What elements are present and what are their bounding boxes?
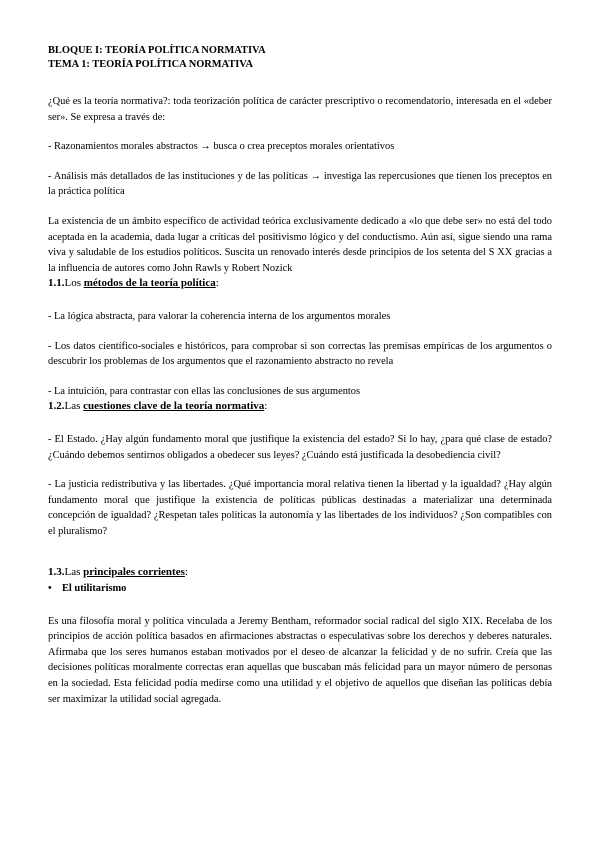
topic-heading: TEMA 1: TEORÍA POLÍTICA NORMATIVA bbox=[48, 59, 253, 70]
block-heading: BLOQUE I: TEORÍA POLÍTICA NORMATIVA bbox=[48, 45, 266, 56]
section-2-title: cuestiones clave de la teoría normativa bbox=[83, 400, 265, 413]
section-1-suffix: : bbox=[215, 277, 219, 290]
section-1-prefix: Los bbox=[64, 277, 84, 290]
section-2-suffix: : bbox=[264, 400, 268, 413]
section-2-item-2: - La justicia redistributiva y las libertades. ¿Qué importancia moral relativa tienen la libertad y la igualdad? ¿Hay algún fundamento moral que justifique la existencia de políticas públicas destinadas a materializar una determinada concepción de igualdad? ¿Respetan tales políticas la autonomía y las libertades de los individuos? ¿Son compatibles con el pluralismo? bbox=[48, 479, 552, 537]
section-2-prefix: Las bbox=[64, 400, 84, 413]
section-3-body: Es una filosofía moral y política vinculada a Jeremy Bentham, reformador social radical del siglo XIX. Recelaba de los principios de acción política basados en afirmaciones abstractas o especulativas sobre los derechos y deberes naturales. Afirmaba que los seres humanos estaban motivados por el deseo de alcanzar la felicidad y de no sufrir. Creía que las decisiones políticas moralmente correctas eran aquellas que buscaban más felicidad para un mayor número de personas en la sociedad. Esta felicidad podía medirse como una utilidad y el objetivo de aquellos que diseñan las políticas debía ser maximizar la utilidad social agregada. bbox=[48, 615, 552, 705]
section-3-prefix: Las bbox=[64, 566, 84, 579]
section-1-item-3: - La intuición, para contrastar con ellas las conclusiones de sus argumentos bbox=[48, 385, 361, 397]
section-3-suffix: : bbox=[184, 566, 188, 579]
section-3-number: 1.3. bbox=[48, 566, 65, 579]
intro-definition: ¿Qué es la teoría normativa?: toda teorización política de carácter prescriptivo o recomendatorio, interesada en el «deber ser». Se expresa a través de: bbox=[48, 96, 552, 123]
section-1-item-1: - La lógica abstracta, para valorar la coherencia interna de los argumentos morales bbox=[48, 310, 391, 322]
intro-history: La existencia de un ámbito específico de actividad teórica exclusivamente dedicado a «lo que debe ser» no está del todo aceptada en la academia, dada lugar a críticas del positivismo lógico y del conductismo. Aún así, sigue siendo una rama viva y saludable de los estudios políticos. Suscita un renovado interés desde principios de los setenta del S XX gracias a la influencia de autores como John Rawls y Robert Nozick bbox=[48, 215, 552, 274]
section-2-item-1: - El Estado. ¿Hay algún fundamento moral que justifique la existencia del estado? Si lo hay, ¿para qué clase de estado? ¿Cuándo debemos sentirnos obligados a obedecer sus leyes? ¿Cuándo está justificada la desobediencia civil? bbox=[48, 433, 552, 461]
section-2-heading bbox=[48, 399, 552, 415]
section-2-number: 1.2. bbox=[48, 400, 65, 413]
intro-item-2: - Análisis más detallados de las instituciones y de las políticas → investiga las repercusiones que tienen los preceptos en la práctica política bbox=[48, 170, 552, 198]
section-1-item-2: - Los datos científico-sociales e históricos, para comprobar si son correctas las premisas empíricas de los argumentos o descubrir los problemas de los argumentos que el razonamiento abstracto no revela bbox=[48, 340, 552, 368]
section-1-number: 1.1. bbox=[48, 277, 65, 290]
bullet-icon: • bbox=[48, 583, 52, 595]
section-1-heading bbox=[48, 276, 552, 292]
section-3-heading bbox=[48, 565, 552, 581]
section-3-bullet-title: El utilitarismo bbox=[62, 583, 127, 595]
section-3-bullet bbox=[48, 581, 552, 597]
section-3-title: principales corrientes bbox=[83, 566, 185, 579]
section-1-title: métodos de la teoría política bbox=[83, 277, 216, 290]
intro-item-1: - Razonamientos morales abstractos → busca o crea preceptos morales orientativos bbox=[48, 141, 395, 153]
